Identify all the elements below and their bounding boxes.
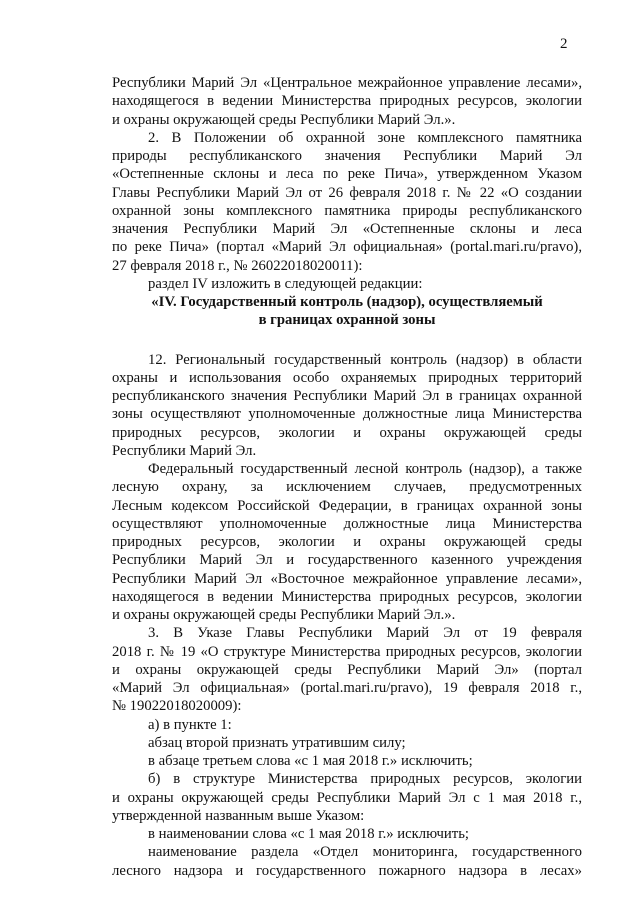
text-line: находящегося в ведении Министерства природных ресурсов, экологии: [112, 588, 582, 605]
paragraph-section-body: [112, 351, 582, 880]
text-line: утвержденной названным выше Указом:: [112, 807, 365, 824]
text-line: 2018 г. № 19 «О структуре Министерства природных ресурсов, экологии: [112, 643, 582, 660]
text-line: Республики Марий Эл и государственного казенного учреждения: [112, 552, 582, 569]
text-line: находящегося в ведении Министерства природных ресурсов, экологии: [112, 93, 582, 110]
text-line: лесного надзора и государственного пожарного надзора в лесах»: [112, 862, 582, 879]
text-line: 2. В Положении об охранной зоне комплексного памятника: [148, 129, 582, 146]
text-line: б) в структуре Министерства природных ресурсов, экологии: [148, 771, 582, 788]
text-line: 3. В Указе Главы Республики Марий Эл от 19 февраля: [148, 625, 582, 642]
text-line: по реке Пича» (портал «Марий Эл официальная» (portal.mari.ru/pravo),: [112, 239, 582, 256]
text-line: природных ресурсов, экологии и охраны окружающей среды: [112, 424, 582, 441]
text-line: «Остепненные склоны и леса по реке Пича», утвержденном Указом: [112, 166, 582, 183]
text-line: Республики Марий Эл «Центральное межрайонное управление лесами»,: [112, 75, 582, 91]
text-line: природных ресурсов, экологии и охраны окружающей среды: [112, 534, 582, 550]
text-line: в наименовании слова «с 1 мая 2018 г.» исключить;: [148, 826, 469, 842]
text-line: абзац второй признать утратившим силу;: [148, 734, 406, 751]
section-heading: [112, 293, 582, 330]
text-line: Главы Республики Марий Эл от 26 февраля 2018 г. № 22 «О создании: [112, 184, 582, 201]
text-line: 12. Региональный государственный контроль (надзор) в области: [148, 351, 582, 368]
text-line: № 19022018020009):: [112, 698, 242, 715]
text-line: республиканского значения Республики Марий Эл в границах охранной: [112, 388, 582, 404]
text-line: осуществляют уполномоченные должностные лица Министерства: [112, 515, 582, 532]
text-line: а) в пункте 1:: [148, 716, 232, 733]
text-line: Федеральный государственный лесной контроль (надзор), а также: [148, 461, 582, 477]
text-line: охранной зоны комплексного памятника природы республиканского: [112, 202, 582, 219]
paragraph-continuation: [112, 74, 582, 129]
text-line: в абзаце третьем слова «с 1 мая 2018 г.» исключить;: [148, 753, 473, 769]
page-number: 2: [560, 36, 568, 52]
text-line: Республики Марий Эл.: [112, 442, 257, 459]
text-line: «Марий Эл официальная» (portal.mari.ru/pravo), 19 февраля 2018 г.,: [112, 680, 582, 696]
spacer: [112, 330, 582, 351]
text-line: значения Республики Марий Эл «Остепненные склоны и леса: [112, 221, 582, 237]
text-line: раздел IV изложить в следующей редакции:: [148, 275, 423, 292]
text-line: зоны осуществляют уполномоченные должностные лица Министерства: [112, 406, 582, 423]
text-line: 27 февраля 2018 г., № 26022018020011):: [112, 257, 363, 274]
paragraph-item-2: [112, 129, 582, 293]
text-line: Республики Марий Эл «Восточное межрайонное управление лесами»,: [112, 570, 582, 587]
text-line: и охраны окружающей среды Республики Марий Эл с 1 мая 2018 г.,: [112, 789, 582, 806]
text-line: охраны и использования особо охраняемых природных территорий: [112, 369, 582, 386]
heading-line: «IV. Государственный контроль (надзор), осуществляемый: [151, 294, 543, 310]
text-line: и охраны окружающей среды Республики Марий Эл» (портал: [112, 661, 582, 678]
text-line: лесную охрану, за исключением случаев, предусмотренных: [112, 479, 582, 496]
text-line: природы республиканского значения Республики Марий Эл: [112, 148, 582, 164]
text-line: наименование раздела «Отдел мониторинга, государственного: [148, 844, 582, 861]
heading-line: в границах охранной зоны: [258, 312, 436, 329]
text-line: и охраны окружающей среды Республики Марий Эл.».: [112, 111, 456, 128]
text-line: и охраны окружающей среды Республики Марий Эл.».: [112, 607, 456, 623]
text-line: Лесным кодексом Российской Федерации, в границах охранной зоны: [112, 497, 582, 514]
document-body: [112, 74, 582, 880]
